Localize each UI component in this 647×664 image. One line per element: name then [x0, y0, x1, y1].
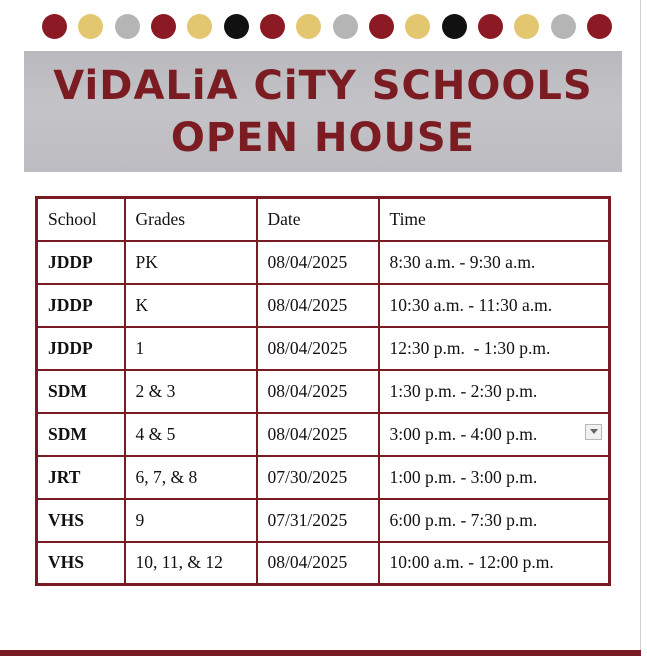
- cell-time: 1:30 p.m. - 2:30 p.m.: [379, 370, 610, 413]
- cell-date: 08/04/2025: [257, 327, 379, 370]
- cell-grades: PK: [125, 241, 257, 284]
- table-row: [37, 327, 610, 370]
- dot: [478, 14, 503, 39]
- table-row: [37, 542, 610, 585]
- dot: [405, 14, 430, 39]
- dot: [115, 14, 140, 39]
- dot: [78, 14, 103, 39]
- cell-grades: 9: [125, 499, 257, 542]
- cell-date: 08/04/2025: [257, 542, 379, 585]
- cell-time: 3:00 p.m. - 4:00 p.m.: [389, 423, 538, 444]
- banner-title-line2: OPEN HOUSE: [170, 114, 476, 161]
- table-row: [37, 413, 610, 456]
- table-row: [37, 499, 610, 542]
- cell-time: 6:00 p.m. - 7:30 p.m.: [379, 499, 610, 542]
- dot: [296, 14, 321, 39]
- table-row: [37, 241, 610, 284]
- decorative-dot-row: [42, 12, 612, 40]
- cell-time: 1:00 p.m. - 3:00 p.m.: [379, 456, 610, 499]
- title-banner: [24, 51, 622, 172]
- dot: [551, 14, 576, 39]
- cell-date: 08/04/2025: [257, 241, 379, 284]
- banner-title-line1: ViDALiA CiTY SCHOOLS: [53, 62, 593, 109]
- cell-date: 07/30/2025: [257, 456, 379, 499]
- schedule-table: [35, 196, 611, 586]
- dot: [369, 14, 394, 39]
- dot: [42, 14, 67, 39]
- dot: [514, 14, 539, 39]
- cell-date: 08/04/2025: [257, 413, 379, 456]
- cell-date: 08/04/2025: [257, 284, 379, 327]
- cell-time: 12:30 p.m. - 1:30 p.m.: [379, 327, 610, 370]
- cell-school: JDDP: [37, 284, 125, 327]
- dot: [587, 14, 612, 39]
- cell-grades: 6, 7, & 8: [125, 456, 257, 499]
- cell-date: 07/31/2025: [257, 499, 379, 542]
- schedule-table-container: [35, 196, 608, 586]
- table-row: [37, 284, 610, 327]
- cell-school: SDM: [37, 370, 125, 413]
- chevron-down-icon[interactable]: [585, 424, 602, 440]
- cell-time: 10:30 a.m. - 11:30 a.m.: [379, 284, 610, 327]
- cell-date: 08/04/2025: [257, 370, 379, 413]
- dot: [442, 14, 467, 39]
- header-grades: Grades: [125, 198, 257, 241]
- dot: [187, 14, 212, 39]
- cell-time: 10:00 a.m. - 12:00 p.m.: [379, 542, 610, 585]
- header-time: Time: [379, 198, 610, 241]
- bottom-divider: [0, 650, 641, 656]
- dot: [151, 14, 176, 39]
- cell-school: VHS: [37, 499, 125, 542]
- table-row: [37, 370, 610, 413]
- cell-grades: K: [125, 284, 257, 327]
- cell-school: JDDP: [37, 327, 125, 370]
- cell-school: SDM: [37, 413, 125, 456]
- dot: [333, 14, 358, 39]
- cell-grades: 2 & 3: [125, 370, 257, 413]
- cell-school: VHS: [37, 542, 125, 585]
- dot: [260, 14, 285, 39]
- dot: [224, 14, 249, 39]
- header-school: School: [37, 198, 125, 241]
- cell-grades: 10, 11, & 12: [125, 542, 257, 585]
- cell-time-with-dropdown: [379, 413, 610, 456]
- cell-grades: 1: [125, 327, 257, 370]
- cell-school: JDDP: [37, 241, 125, 284]
- header-date: Date: [257, 198, 379, 241]
- cell-time: 8:30 a.m. - 9:30 a.m.: [379, 241, 610, 284]
- table-row: [37, 456, 610, 499]
- cell-grades: 4 & 5: [125, 413, 257, 456]
- table-header-row: [37, 198, 610, 241]
- cell-school: JRT: [37, 456, 125, 499]
